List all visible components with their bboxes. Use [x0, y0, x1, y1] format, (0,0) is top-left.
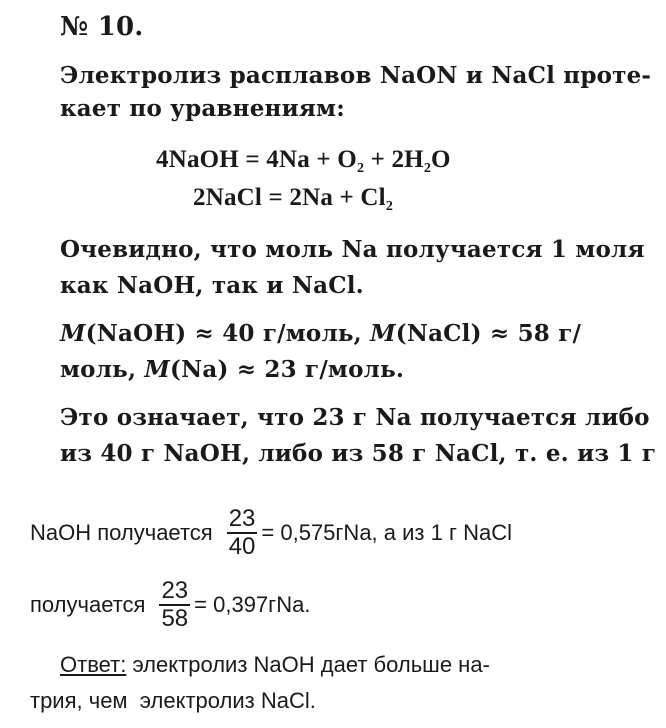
- equation-nacl: [193, 184, 393, 212]
- molar-mass-line-1: [60, 320, 581, 347]
- equation-naoh-right: O: [431, 146, 451, 173]
- subscript: 2: [423, 161, 432, 176]
- answer-text: электролиз NaOH дает больше на-: [126, 652, 490, 677]
- equation-naoh: [156, 146, 451, 174]
- equation-naoh-left: 4NaOH = 4Na + O: [156, 146, 357, 173]
- fraction: [227, 506, 258, 561]
- molar-symbol: M: [144, 356, 171, 383]
- fraction-denominator: 58: [161, 605, 189, 633]
- subscript: 2: [356, 161, 365, 176]
- answer-line-2: трия, чем электролиз NaCl.: [30, 688, 316, 713]
- answer-label: Ответ:: [60, 652, 127, 677]
- calc-result: = 0,397гNa.: [194, 592, 311, 618]
- fraction-numerator: 23: [161, 577, 189, 604]
- fraction-denominator: 40: [228, 533, 256, 561]
- subscript: 2: [385, 199, 394, 214]
- molar-unit-wrap: моль,: [60, 356, 145, 383]
- fraction-numerator: 23: [228, 505, 256, 532]
- calculation-nacl: [30, 578, 310, 633]
- molar-naoh: (NaOH) ≈ 40 г/моль,: [85, 320, 371, 347]
- calc-prefix: NaOH получается: [30, 520, 213, 546]
- obvious-line-2: как NaOH, так и NaCl.: [60, 272, 364, 299]
- calc-result: = 0,575гNa, а из 1 г NaCl: [261, 520, 512, 546]
- intro-line-1: Электролиз расплавов NaON и NaCl проте-: [60, 62, 652, 89]
- answer-line-1: [60, 652, 490, 678]
- molar-symbol: M: [370, 320, 396, 347]
- molar-nacl: (NaCl) ≈ 58 г/: [395, 320, 582, 347]
- fraction: [159, 578, 190, 633]
- means-line-1: Это означает, что 23 г Na получается либо: [60, 404, 650, 431]
- obvious-line-1: Очевидно, что моль Na получается 1 моля: [60, 236, 645, 263]
- calculation-naoh: [30, 506, 512, 561]
- molar-na: (Na) ≈ 23 г/моль.: [170, 356, 405, 383]
- equation-nacl-left: 2NaCl = 2Na + Cl: [193, 184, 386, 211]
- equation-naoh-mid: + 2H: [364, 146, 424, 173]
- intro-line-2: кает по уравнениям:: [60, 95, 345, 122]
- molar-mass-line-2: [60, 356, 404, 383]
- calc-prefix: получается: [30, 592, 146, 618]
- molar-symbol: M: [60, 320, 86, 347]
- means-line-2: из 40 г NaOH, либо из 58 г NaCl, т. е. из 1 г: [60, 440, 657, 467]
- problem-number: № 10.: [60, 12, 144, 42]
